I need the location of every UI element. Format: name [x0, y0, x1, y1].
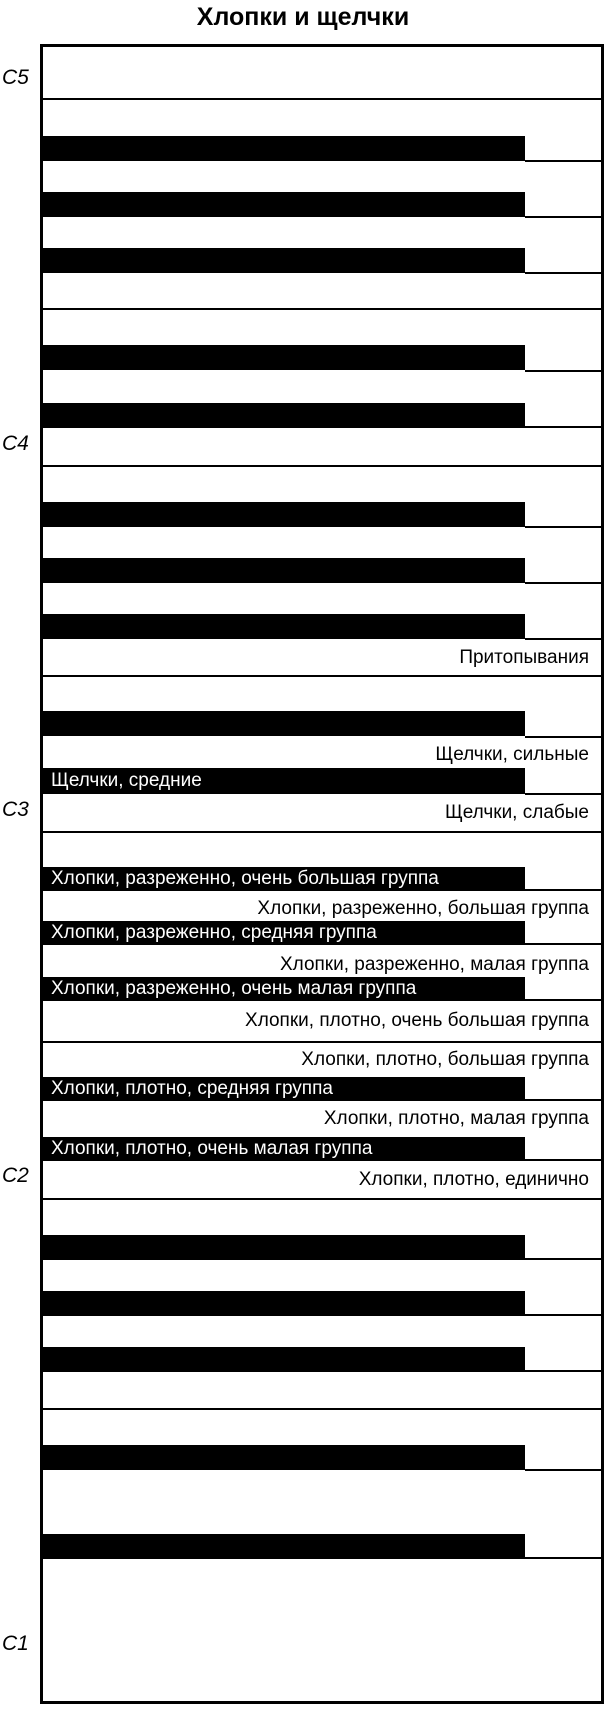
key-label-d3: Щелчки, сильные	[435, 744, 589, 765]
black-key-g-sharp-1	[43, 1291, 525, 1316]
key-label-e2: Хлопки, плотно, большая группа	[301, 1049, 589, 1070]
key-label-d-sharp-2: Хлопки, плотно, средняя группа	[51, 1078, 333, 1099]
black-key-c-sharp-4	[43, 403, 525, 428]
white-key-divider	[525, 1469, 604, 1471]
octave-label-c3: C3	[2, 798, 29, 821]
white-key-divider	[43, 675, 604, 677]
black-key-d-sharp-2	[43, 1077, 525, 1101]
octave-label-c4: C4	[2, 432, 29, 455]
white-key-divider	[525, 1314, 604, 1316]
white-key-divider	[525, 1258, 604, 1260]
black-key-a-sharp-4	[43, 136, 525, 161]
black-key-d-sharp-1	[43, 1445, 525, 1470]
white-key-divider	[525, 999, 604, 1001]
black-key-f-sharp-2	[43, 977, 525, 1001]
white-key-divider	[43, 831, 604, 833]
white-key-divider	[525, 1557, 604, 1559]
octave-label-c5: C5	[2, 66, 29, 89]
white-key-divider	[43, 1041, 604, 1043]
white-key-divider	[525, 793, 604, 795]
keyboard	[40, 44, 604, 1704]
key-label-g-sharp-2: Хлопки, разреженно, средняя группа	[51, 922, 377, 943]
white-key-divider	[525, 216, 604, 218]
white-key-divider	[525, 1099, 604, 1101]
key-label-c-sharp-2: Хлопки, плотно, очень малая группа	[51, 1138, 373, 1159]
black-key-d-sharp-3	[43, 711, 525, 736]
white-key-divider	[525, 370, 604, 372]
white-key-divider	[43, 1408, 604, 1410]
white-key-divider	[43, 98, 604, 100]
white-key-divider	[525, 160, 604, 162]
white-key-divider	[525, 272, 604, 274]
white-key-divider	[525, 889, 604, 891]
white-key-divider	[525, 638, 604, 640]
white-key-divider	[525, 426, 604, 428]
key-label-g2: Хлопки, разреженно, малая группа	[279, 954, 589, 975]
white-key-divider	[525, 526, 604, 528]
black-key-a-sharp-2	[43, 867, 525, 891]
key-label-f-sharp-2: Хлопки, разреженно, очень малая группа	[51, 978, 417, 999]
black-key-c-sharp-3	[43, 768, 525, 794]
white-key-divider	[525, 1159, 604, 1161]
white-key-divider	[525, 1370, 604, 1372]
white-key-divider	[525, 943, 604, 945]
black-key-a-sharp-1	[43, 1235, 525, 1260]
octave-label-c1: C1	[2, 1632, 29, 1655]
black-key-f-sharp-1	[43, 1347, 525, 1372]
key-label-a-sharp-2: Хлопки, разреженно, очень большая группа	[51, 868, 439, 889]
white-key-divider	[525, 582, 604, 584]
white-key-divider	[43, 465, 604, 467]
key-label-a2: Хлопки, разреженно, большая группа	[257, 898, 589, 919]
black-key-a-sharp-3	[43, 502, 525, 527]
octave-label-c2: C2	[2, 1164, 29, 1187]
black-key-f-sharp-3	[43, 614, 525, 639]
black-key-d-sharp-4	[43, 345, 525, 370]
white-key-divider	[43, 308, 604, 310]
key-label-c-sharp-3: Щелчки, средние	[51, 770, 202, 791]
chart-title: Хлопки и щелчки	[196, 3, 410, 31]
key-label-c3: Щелчки, слабые	[444, 802, 589, 823]
key-label-d2: Хлопки, плотно, малая группа	[323, 1108, 589, 1129]
white-key-divider	[43, 1198, 604, 1200]
white-key-divider	[525, 736, 604, 738]
black-key-c-sharp-1	[43, 1534, 525, 1559]
black-key-f-sharp-4	[43, 248, 525, 273]
black-key-c-sharp-2	[43, 1137, 525, 1161]
key-label-f3: Притопывания	[459, 647, 589, 668]
black-key-g-sharp-2	[43, 921, 525, 945]
black-key-g-sharp-3	[43, 558, 525, 583]
key-label-c2: Хлопки, плотно, единично	[358, 1169, 589, 1190]
black-key-g-sharp-4	[43, 192, 525, 217]
key-label-f2: Хлопки, плотно, очень большая группа	[245, 1010, 589, 1031]
